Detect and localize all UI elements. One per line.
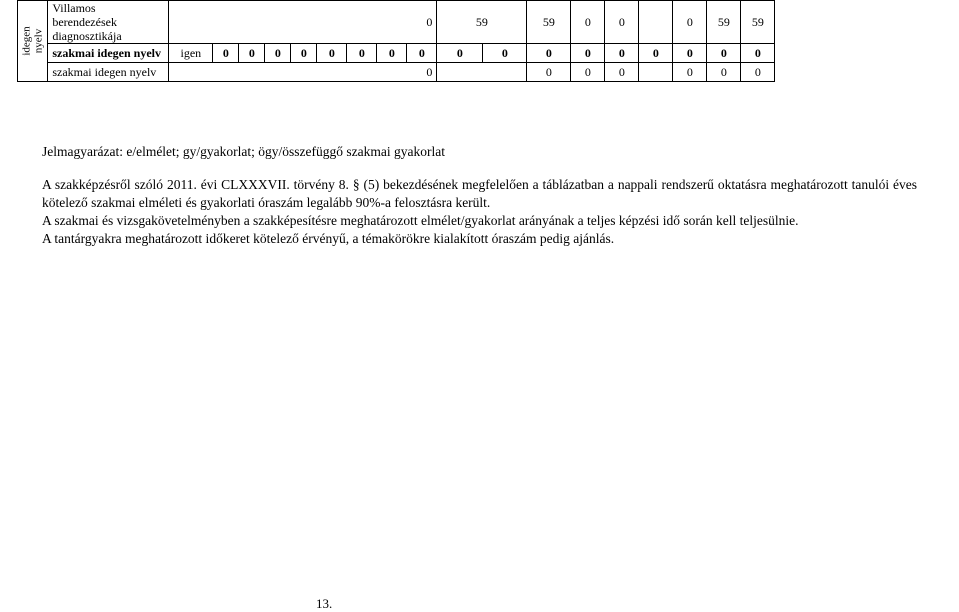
- table-cell: 0: [377, 44, 407, 63]
- table-row: [18, 44, 775, 63]
- table-cell: 0: [317, 44, 347, 63]
- table-cell: igen: [169, 44, 213, 63]
- subject-name-cell: szakmai idegen nyelv: [48, 44, 169, 63]
- paragraph: A szakmai és vizsgakövetelményben a szakképesítésre meghatározott elmélet/gyakorlat arányának a teljes képzési idő során kell teljesülnie.: [42, 213, 799, 228]
- subject-name-line: Villamos: [52, 1, 96, 15]
- page-number: 13.: [316, 596, 333, 611]
- table-cell: 0: [527, 44, 571, 63]
- table-cell: 0: [483, 44, 527, 63]
- paragraph: A tantárgyakra meghatározott időkeret kötelező érvényű, a témakörökre kialakított óraszám pedig ajánlás.: [42, 231, 615, 246]
- subject-name-line: diagnosztikája: [52, 29, 122, 43]
- table-cell: 0: [291, 44, 317, 63]
- table-cell: 0: [605, 44, 639, 63]
- paragraph: A szakképzésről szóló 2011. évi CLXXXVII. törvény 8. § (5) bekezdésének megfelelően a táblázatban a nappali rendszerű oktatásra meghatározott tanulói éves kötelező szakmai elméleti és gyakorlati óraszám legalább 90%-a felosztásra került.: [42, 177, 917, 210]
- table-cell: 0: [437, 44, 483, 63]
- table-cell: 0: [169, 63, 437, 82]
- table-cell: 0: [527, 63, 571, 82]
- table-cell: 0: [213, 44, 239, 63]
- table-cell: 0: [347, 44, 377, 63]
- legend-text: Jelmagyarázat: e/elmélet; gy/gyakorlat; ögy/összefüggő szakmai gyakorlat: [42, 144, 445, 159]
- table-cell: 59: [741, 1, 775, 44]
- side-label-line2: nyelv: [32, 28, 45, 54]
- side-label-cell: [18, 1, 48, 82]
- table-cell: 0: [571, 1, 605, 44]
- table-cell: 59: [437, 1, 527, 44]
- table-cell: [437, 63, 527, 82]
- table-cell: 59: [707, 1, 741, 44]
- subject-name-cell: szakmai idegen nyelv: [48, 63, 169, 82]
- table-row: [18, 63, 775, 82]
- table-cell: 0: [169, 1, 437, 44]
- table-cell: 0: [673, 63, 707, 82]
- subject-name-cell: [48, 1, 169, 44]
- table-cell: 0: [407, 44, 437, 63]
- table-cell: 0: [605, 63, 639, 82]
- table-cell: 0: [741, 44, 775, 63]
- side-label-line1: idegen: [20, 26, 33, 56]
- table-cell: 0: [571, 44, 605, 63]
- table-cell: 0: [673, 44, 707, 63]
- table-cell: 0: [239, 44, 265, 63]
- table-cell: 0: [673, 1, 707, 44]
- table-cell: 0: [639, 44, 673, 63]
- subject-name-line: berendezések: [52, 15, 117, 29]
- table-cell: [639, 1, 673, 44]
- table-row: [18, 1, 775, 44]
- table-cell: 0: [707, 63, 741, 82]
- table-cell: 59: [527, 1, 571, 44]
- table-cell: 0: [707, 44, 741, 63]
- table-cell: [639, 63, 673, 82]
- table-cell: 0: [265, 44, 291, 63]
- curriculum-table: [17, 0, 775, 82]
- table-cell: 0: [571, 63, 605, 82]
- table-cell: 0: [605, 1, 639, 44]
- table-cell: 0: [741, 63, 775, 82]
